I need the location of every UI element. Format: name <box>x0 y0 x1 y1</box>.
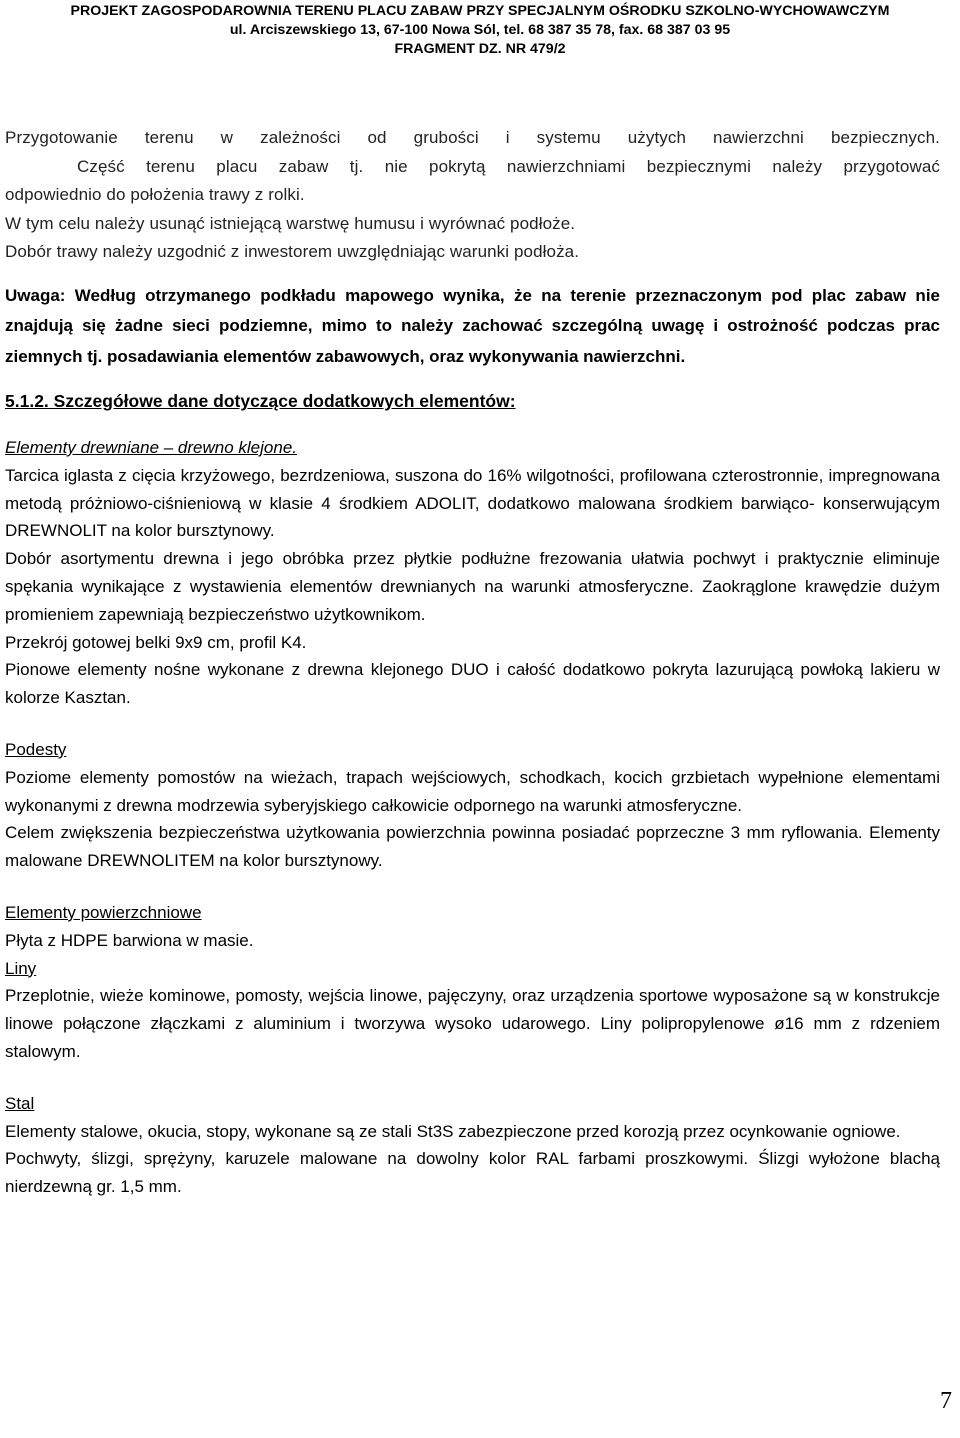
page-number: 7 <box>940 1388 952 1414</box>
wood-paragraph: Dobór asortymentu drewna i jego obróbka przez płytkie podłużne frezowania ułatwia pochwyt i praktycznie eliminuje spękania wynikające z wystawienia elementów drewnianych na warunki atmosferyczne. Zaokrąglone krawędzie dużym promieniem zapewniają bezpieczeństwo użytkownikom. <box>5 549 940 624</box>
header-address: ul. Arciszewskiego 13, 67-100 Nowa Sól, tel. 68 387 35 78, fax. 68 387 03 95 <box>229 22 731 38</box>
intro-line: odpowiednio do położenia trawy z rolki. <box>5 185 305 204</box>
intro-line: Przygotowanie terenu w zależności od grubości i systemu użytych nawierzchni bezpiecznych. <box>5 128 940 147</box>
wood-paragraph: Pionowe elementy nośne wykonane z drewna klejonego DUO i całość dodatkowo pokryta lazurującą powłoką lakieru w kolorze Kasztan. <box>5 660 940 708</box>
surface-paragraph: Płyta z HDPE barwiona w masie. <box>5 930 254 950</box>
wood-heading: Elementy drewniane – drewno klejone. <box>5 438 298 457</box>
stal-paragraph: Elementy stalowe, okucia, stopy, wykonane są ze stali St3S zabezpieczone przed korozją przez ocynkowanie ogniowe. <box>5 1121 901 1141</box>
podesty-heading: Podesty <box>5 739 67 759</box>
intro-line: Część terenu placu zabaw tj. nie pokrytą nawierzchniami bezpiecznymi należy przygotować <box>77 156 940 176</box>
podesty-paragraph: Celem zwiększenia bezpieczeństwa użytkowania powierzchnia powinna posiadać poprzeczne 3 mm ryflowania. Elementy malowane DREWNOLITEM na kolor bursztynowy. <box>5 823 940 871</box>
header-project-title: PROJEKT ZAGOSPODAROWNIA TERENU PLACU ZABAW PRZY SPECJALNYM OŚRODKU SZKOLNO-WYCHOWAWCZYM <box>70 3 890 19</box>
intro-line: Dobór trawy należy uzgodnić z inwestorem uwzględniając warunki podłoża. <box>5 242 580 261</box>
podesty-paragraph: Poziome elementy pomostów na wieżach, trapach wejściowych, schodkach, kocich grzbietach wypełnione elementami wykonanymi z drewna modrzewia syberyjskiego całkowicie odpornego na warunki atmosferyczne. <box>5 767 940 815</box>
warning-paragraph: Uwaga: Według otrzymanego podkładu mapowego wynika, że na terenie przeznaczonym pod plac zabaw nie znajdują się żadne sieci podziemne, mimo to należy zachować szczególną uwagę i ostrożność podczas prac ziemnych tj. posadawiania elementów zabawowych, oraz wykonywania nawierzchni. <box>5 285 940 366</box>
header-parcel: FRAGMENT DZ. NR 479/2 <box>394 41 566 57</box>
document-body <box>5 124 940 1201</box>
wood-paragraph: Przekrój gotowej belki 9x9 cm, profil K4. <box>5 632 307 652</box>
stal-paragraph: Pochwyty, ślizgi, sprężyny, karuzele malowane na dowolny kolor RAL farbami proszkowymi. Ślizgi wyłożone blachą nierdzewną gr. 1,5 mm. <box>5 1149 940 1197</box>
intro-paragraph <box>5 124 940 267</box>
surface-heading: Elementy powierzchniowe <box>5 902 202 922</box>
intro-line: W tym celu należy usunąć istniejącą warstwę humusu i wyrównać podłoże. <box>5 213 576 233</box>
liny-paragraph: Przeplotnie, wieże kominowe, pomosty, wejścia linowe, pajęczyny, oraz urządzenia sportowe wyposażone są w konstrukcje linowe połączone złączkami z aluminium i tworzywa wysoko udarowego. Liny polipropylenowe ø16 mm z rdzeniem stalowym. <box>5 986 940 1061</box>
document-header <box>0 2 960 59</box>
wood-paragraph: Tarcica iglasta z cięcia krzyżowego, bezrdzeniowa, suszona do 16% wilgotności, profilowana czterostronnie, impregnowana metodą próżniowo-ciśnieniową w klasie 4 środkiem ADOLIT, dodatkowo malowana środkiem barwiąco- konserwującym DREWNOLIT na kolor bursztynowy. <box>5 465 940 541</box>
section-title: 5.1.2. Szczegółowe dane dotyczące dodatkowych elementów: <box>5 391 516 411</box>
liny-heading: Liny <box>5 958 37 978</box>
elements-details <box>5 434 940 1201</box>
stal-heading: Stal <box>5 1093 35 1113</box>
